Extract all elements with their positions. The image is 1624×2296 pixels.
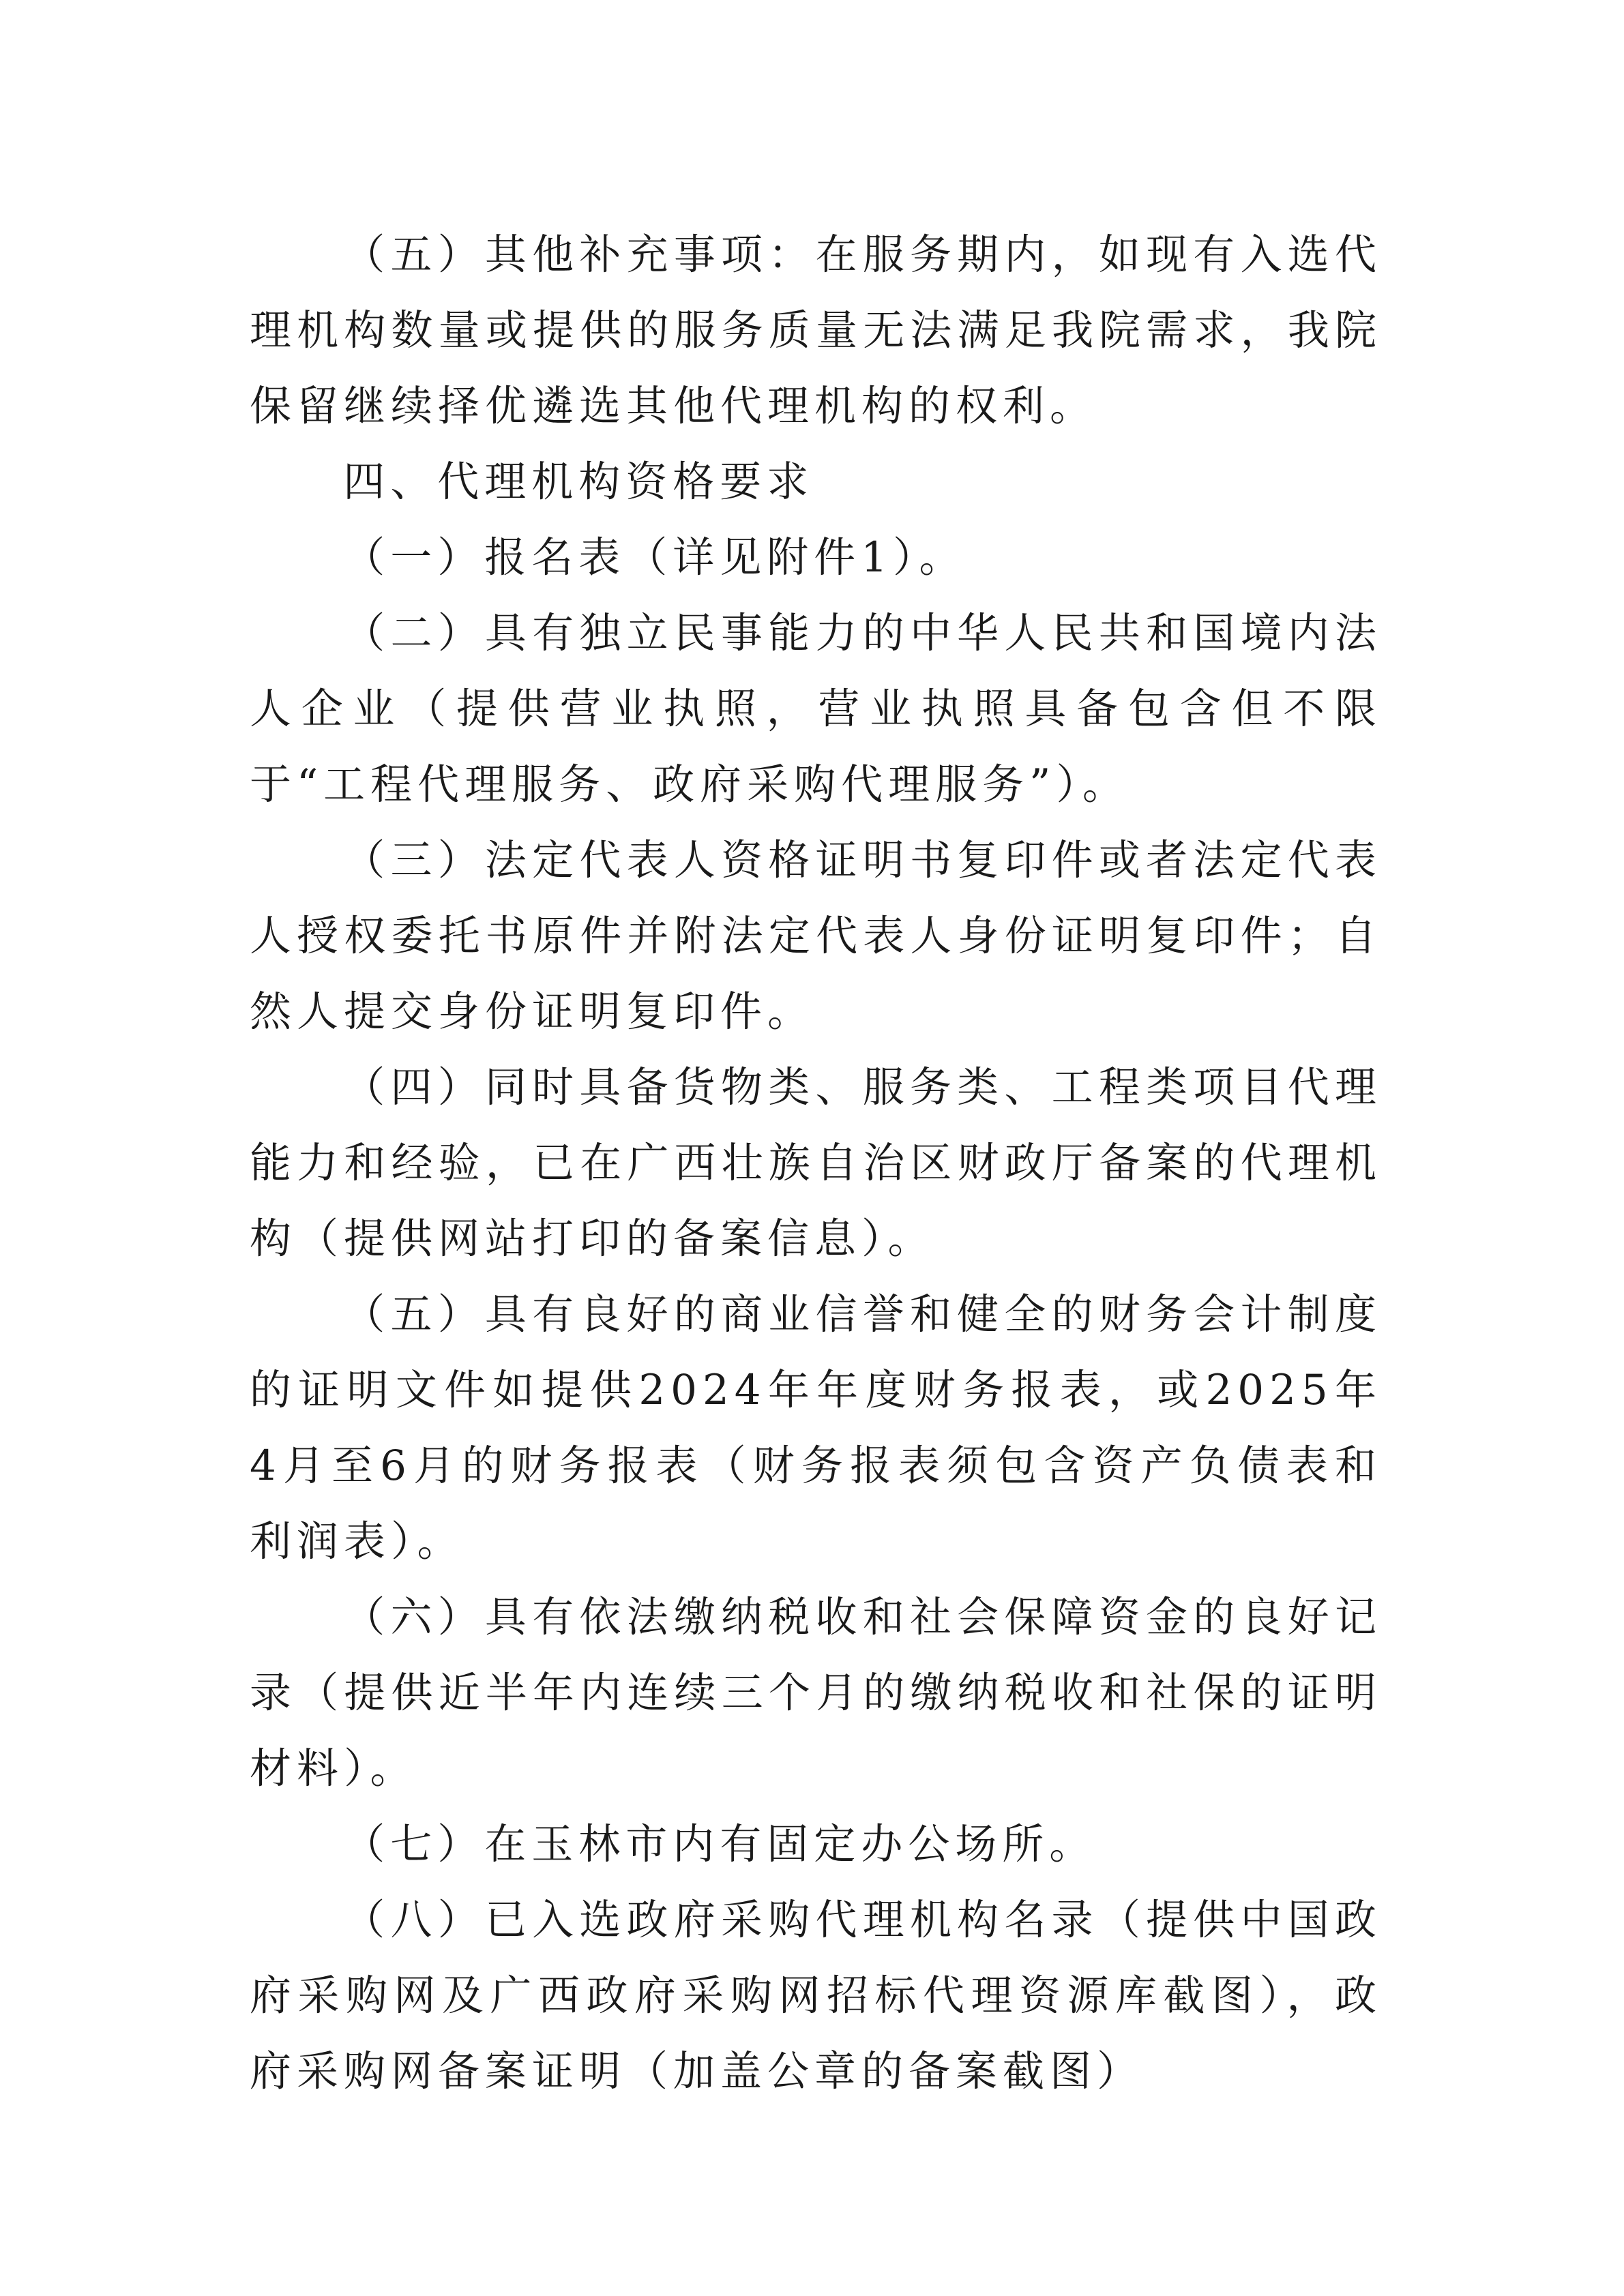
paragraph-requirement-8: （八）已入选政府采购代理机构名录（提供中国政府采购网及广西政府采购网招标代理资源库截图），政府采购网备案证明（加盖公章的备案截图）: [250, 1896, 1382, 2096]
paragraph-requirement-2: （二）具有独立民事能力的中华人民共和国境内法人企业（提供营业执照，营业执照具备包含但不限于“工程代理服务、政府采购代理服务”）。: [250, 609, 1382, 809]
paragraph-requirement-6: （六）具有依法缴纳税收和社会保障资金的良好记录（提供近半年内连续三个月的缴纳税收和社保的证明材料）。: [250, 1593, 1382, 1793]
section-heading-qualifications: 四、代理机构资格要求: [343, 458, 814, 506]
document-body: [250, 217, 1382, 2109]
paragraph-requirement-1: （一）报名表（详见附件1）。: [343, 533, 966, 582]
paragraph-requirement-7: （七）在玉林市内有固定办公场所。: [343, 1820, 1097, 1868]
paragraph-requirement-4: （四）同时具备货物类、服务类、工程类项目代理能力和经验，已在广西壮族自治区财政厅备案的代理机构（提供网站打印的备案信息）。: [250, 1063, 1382, 1263]
paragraph-requirement-5: （五）具有良好的商业信誉和健全的财务会计制度的证明文件如提供2024年年度财务报表，或2025年4月至6月的财务报表（财务报表须包含资产负债表和利润表）。: [250, 1290, 1382, 1566]
paragraph-requirement-3: （三）法定代表人资格证明书复印件或者法定代表人授权委托书原件并附法定代表人身份证明复印件；自然人提交身份证明复印件。: [250, 836, 1382, 1036]
paragraph-supplement: （五）其他补充事项：在服务期内，如现有入选代理机构数量或提供的服务质量无法满足我院需求，我院保留继续择优遴选其他代理机构的权利。: [250, 230, 1382, 430]
